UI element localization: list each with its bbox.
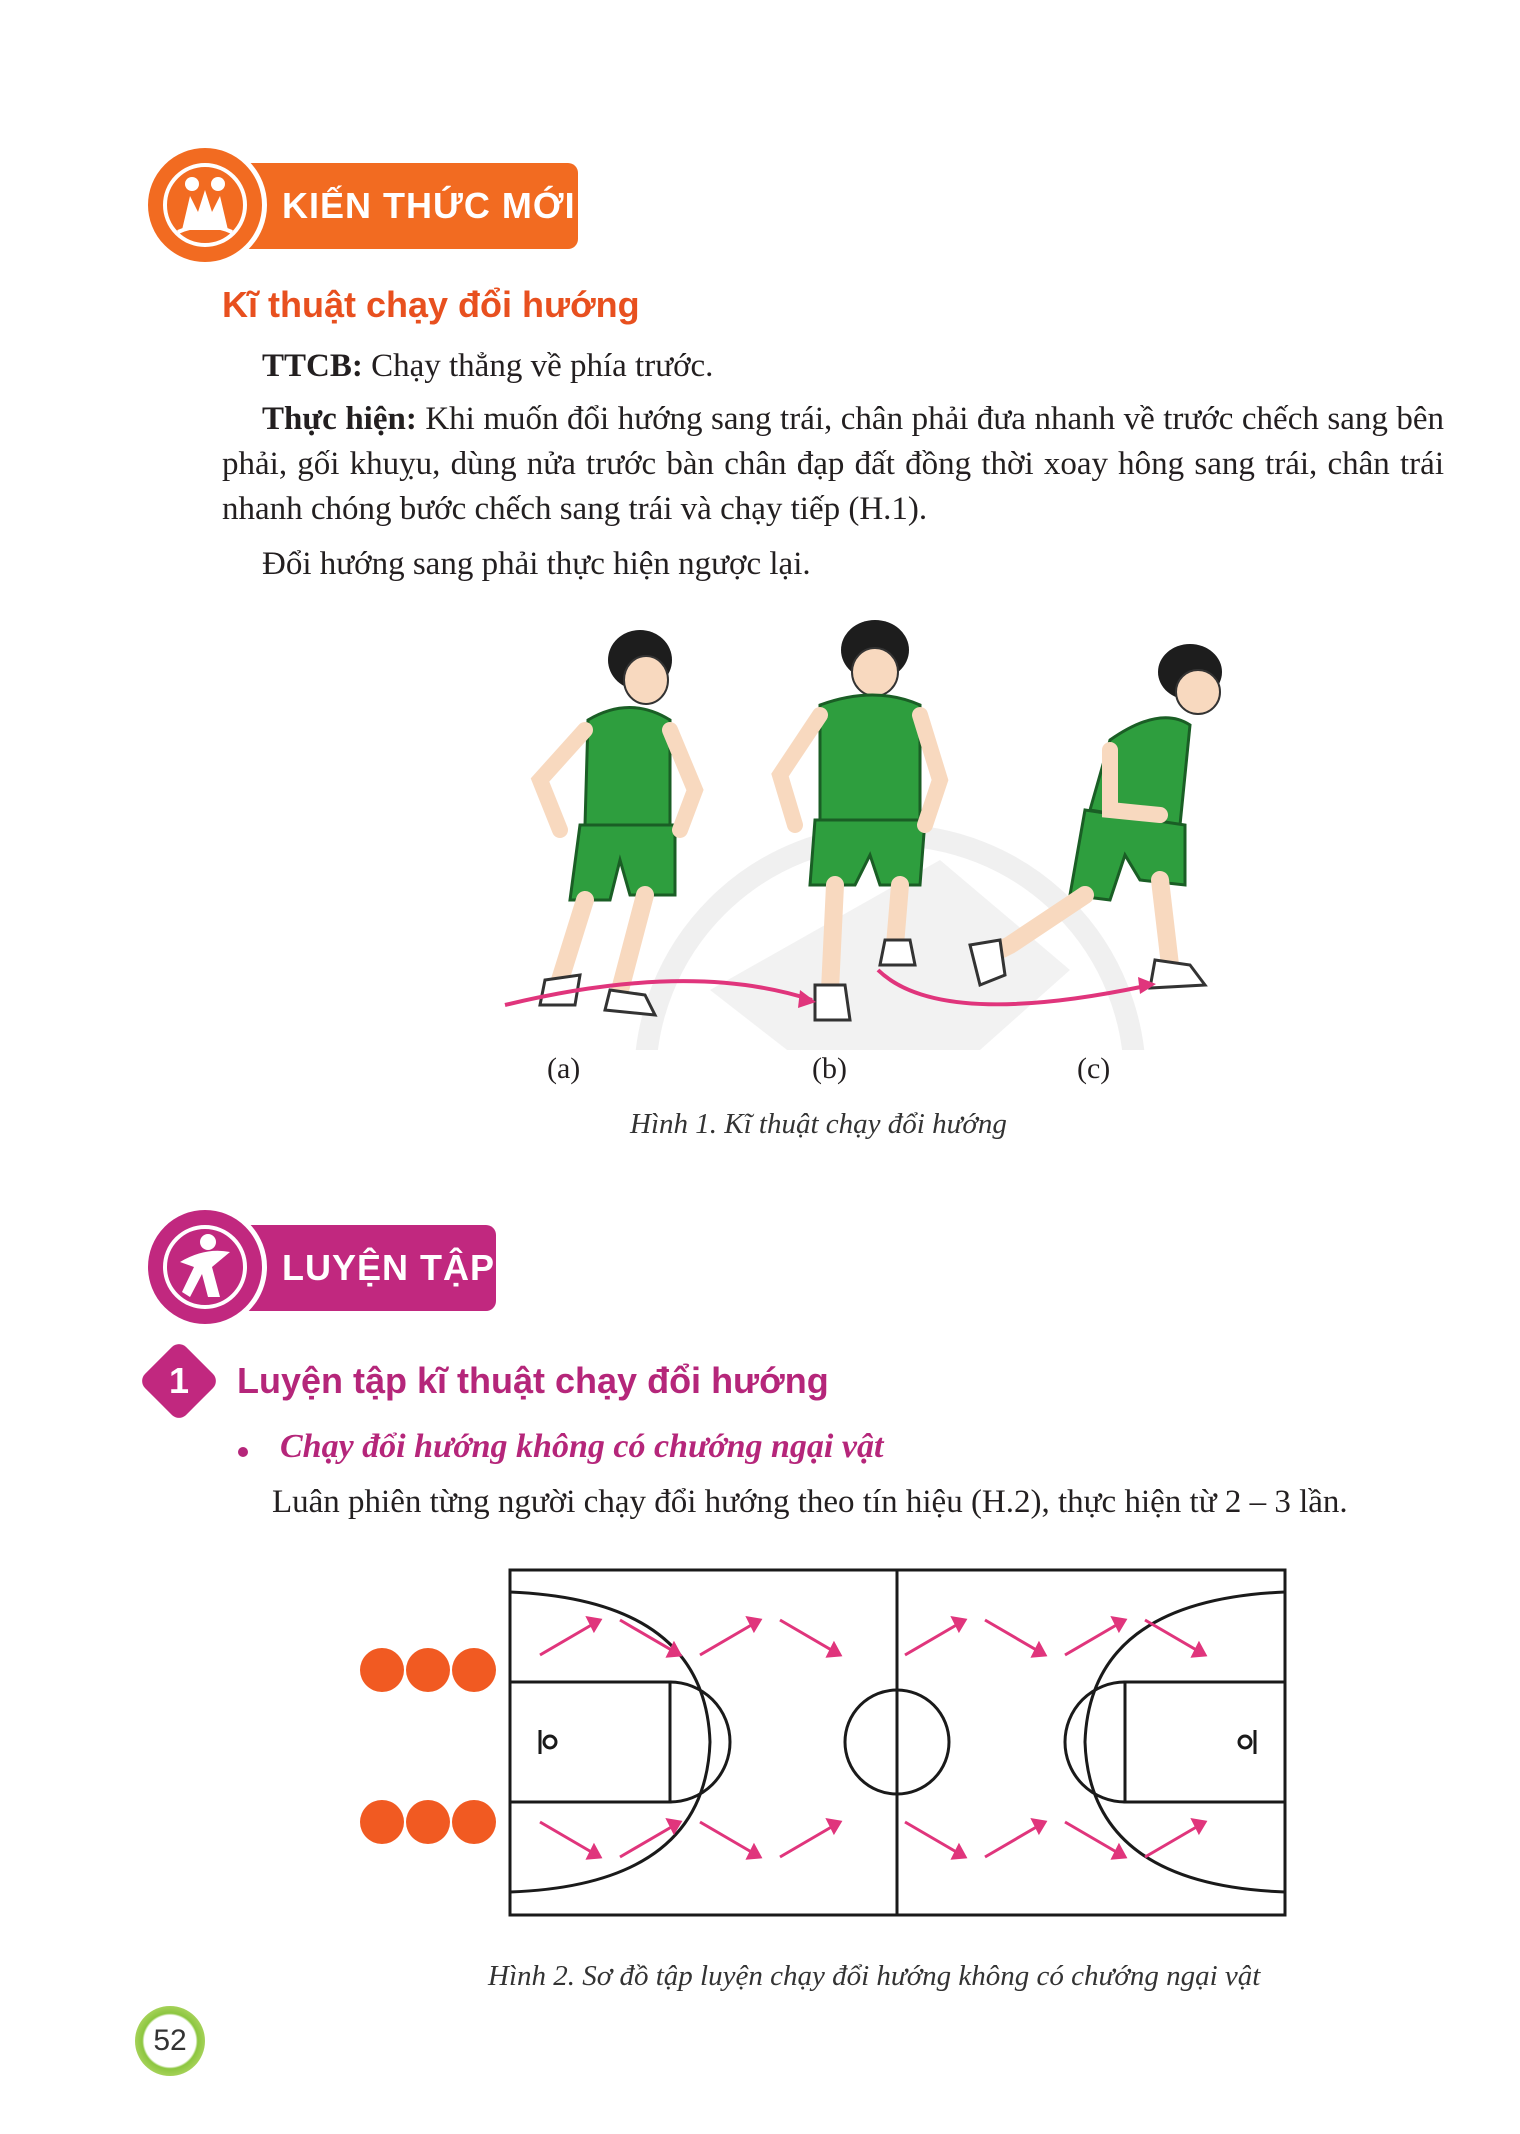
zigzag-arrows [540,1618,1205,1858]
exercise-title: Luyện tập kĩ thuật chạy đổi hướng [237,1360,829,1401]
figure1-caption: Hình 1. Kĩ thuật chạy đổi hướng [630,1108,1007,1140]
figure1-label-c: (c) [1077,1052,1111,1085]
badge-label: KIẾN THỨC MỚI [282,185,576,226]
exercise-number: 1 [168,1360,190,1401]
execution-paragraph [222,397,1444,532]
knowledge-icon [143,143,267,267]
figure1-illustration [470,610,1350,1050]
figure1-label-b: (b) [812,1052,847,1085]
badge-label: LUYỆN TẬP [282,1247,496,1288]
figure2-caption: Hình 2. Sơ đồ tập luyện chạy đổi hướng không có chướng ngại vật [488,1960,1261,1992]
player-dots [360,1648,496,1844]
bullet-title: Chạy đổi hướng không có chướng ngại vật [280,1428,884,1465]
bullet-dot [238,1447,248,1457]
figure2-court-diagram [350,1560,1300,1930]
figure1-label-a: (a) [547,1052,581,1085]
page-number-badge [135,2006,205,2076]
section1-title: Kĩ thuật chạy đổi hướng [222,284,640,325]
execution-text: Khi muốn đổi hướng sang trái, chân phải đưa nhanh về trước chếch sang bên phải, gối khuỵu, dùng nửa trước bàn chân đạp đất đồng thời xoay hông sang trái, chân trái nhanh chóng bước chếch sang trái và chạy tiếp (H.1). [222,401,1445,527]
execution-label: Thực hiện: [262,401,417,437]
reverse-paragraph: Đổi hướng sang phải thực hiện ngược lại. [262,546,811,582]
practice-icon [143,1205,267,1329]
ttcb-text: Chạy thẳng về phía trước. [362,348,714,384]
ttcb-label: TTCB: [262,348,363,384]
exercise-description: Luân phiên từng người chạy đổi hướng theo tín hiệu (H.2), thực hiện từ 2 – 3 lần. [272,1484,1348,1520]
page-number: 52 [153,2024,187,2057]
ttcb-paragraph [262,344,1442,389]
